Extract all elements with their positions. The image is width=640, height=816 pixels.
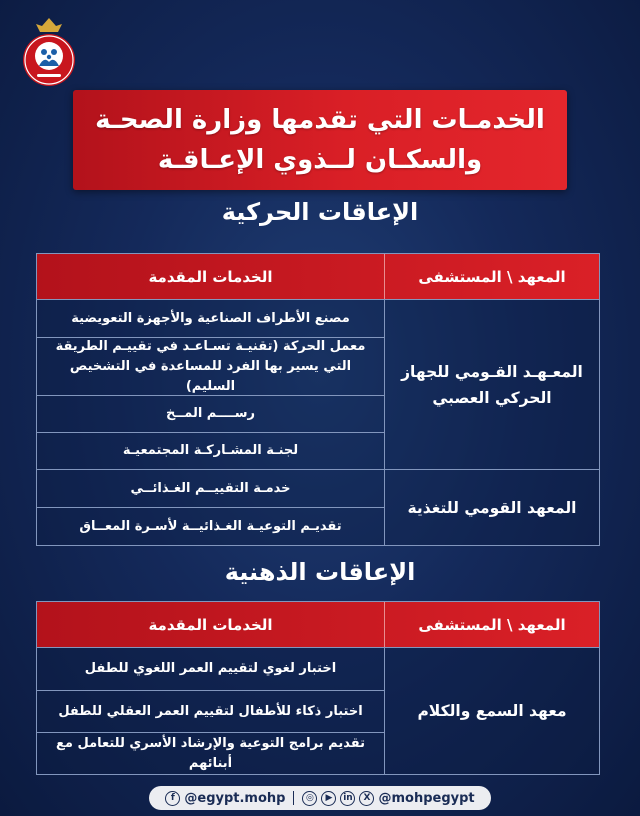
facebook-icon[interactable]: f: [165, 791, 180, 806]
youtube-icon[interactable]: ▶: [321, 791, 336, 806]
title-line-2: والسكـان لــذوي الإعـاقـة: [157, 145, 483, 175]
footer-divider: [293, 791, 294, 805]
social-footer: [149, 786, 491, 810]
institution-cell: المعـهـد القـومي للجهاز الحركي العصبي: [384, 300, 599, 469]
ministry-logo: [20, 16, 78, 90]
mental-table-header: [37, 602, 599, 647]
service-cell: رســــم المــخ: [37, 395, 384, 432]
title-banner: [73, 90, 567, 190]
motor-table-header: [37, 254, 599, 299]
service-cell: تقديـم التوعيـة الغـذائيــة لأسـرة المعــاق: [37, 507, 384, 545]
social-handle[interactable]: @mohpegypt: [378, 790, 475, 806]
instagram-icon[interactable]: ◎: [302, 791, 317, 806]
service-cell: مصنع الأطراف الصناعية والأجهزة التعويضية: [71, 310, 350, 326]
header-institution: المعهد \ المستشفى: [384, 254, 599, 299]
motor-section-heading: الإعاقات الحركية: [221, 198, 419, 226]
service-cell: اختبار ذكاء للأطفال لتقييم العمر العقلي للطفل: [37, 690, 384, 732]
service-cell: لجنـة المشـاركـة المجتمعيـة: [37, 432, 384, 469]
service-cell: معمل الحركة (تقنيـة تسـاعـد في تقييـم الطريقة التي يسير بها الفرد للمساعدة في التشخيص السليم): [37, 337, 384, 395]
motor-table: [36, 253, 600, 546]
institution-cell: المعهد القومي للتغذية: [384, 470, 599, 545]
title-line-1: الخدمـات التي تقدمها وزارة الصحـة: [95, 105, 545, 135]
mental-table: [36, 601, 600, 775]
header-institution: المعهد \ المستشفى: [384, 602, 599, 647]
facebook-handle[interactable]: @egypt.mohp: [184, 790, 286, 806]
header-services: الخدمات المقدمة: [148, 267, 273, 286]
institution-cell: معهد السمع والكلام: [384, 648, 599, 774]
table-group: [37, 469, 599, 545]
service-cell: اختبار لغوي لتقييم العمر اللغوي للطفل: [84, 661, 337, 676]
table-group: [37, 299, 599, 469]
linkedin-icon[interactable]: in: [340, 791, 355, 806]
table-group: [37, 647, 599, 774]
header-services: الخدمات المقدمة: [148, 615, 273, 634]
service-cell: تقديم برامج التوعية والإرشاد الأسري للتعامل مع أبنائهم: [37, 732, 384, 774]
service-cell: خدمـة التقييــم الغـذائــي: [130, 480, 291, 496]
mental-section-heading: الإعاقات الذهنية: [224, 558, 416, 586]
x-icon[interactable]: X: [359, 791, 374, 806]
